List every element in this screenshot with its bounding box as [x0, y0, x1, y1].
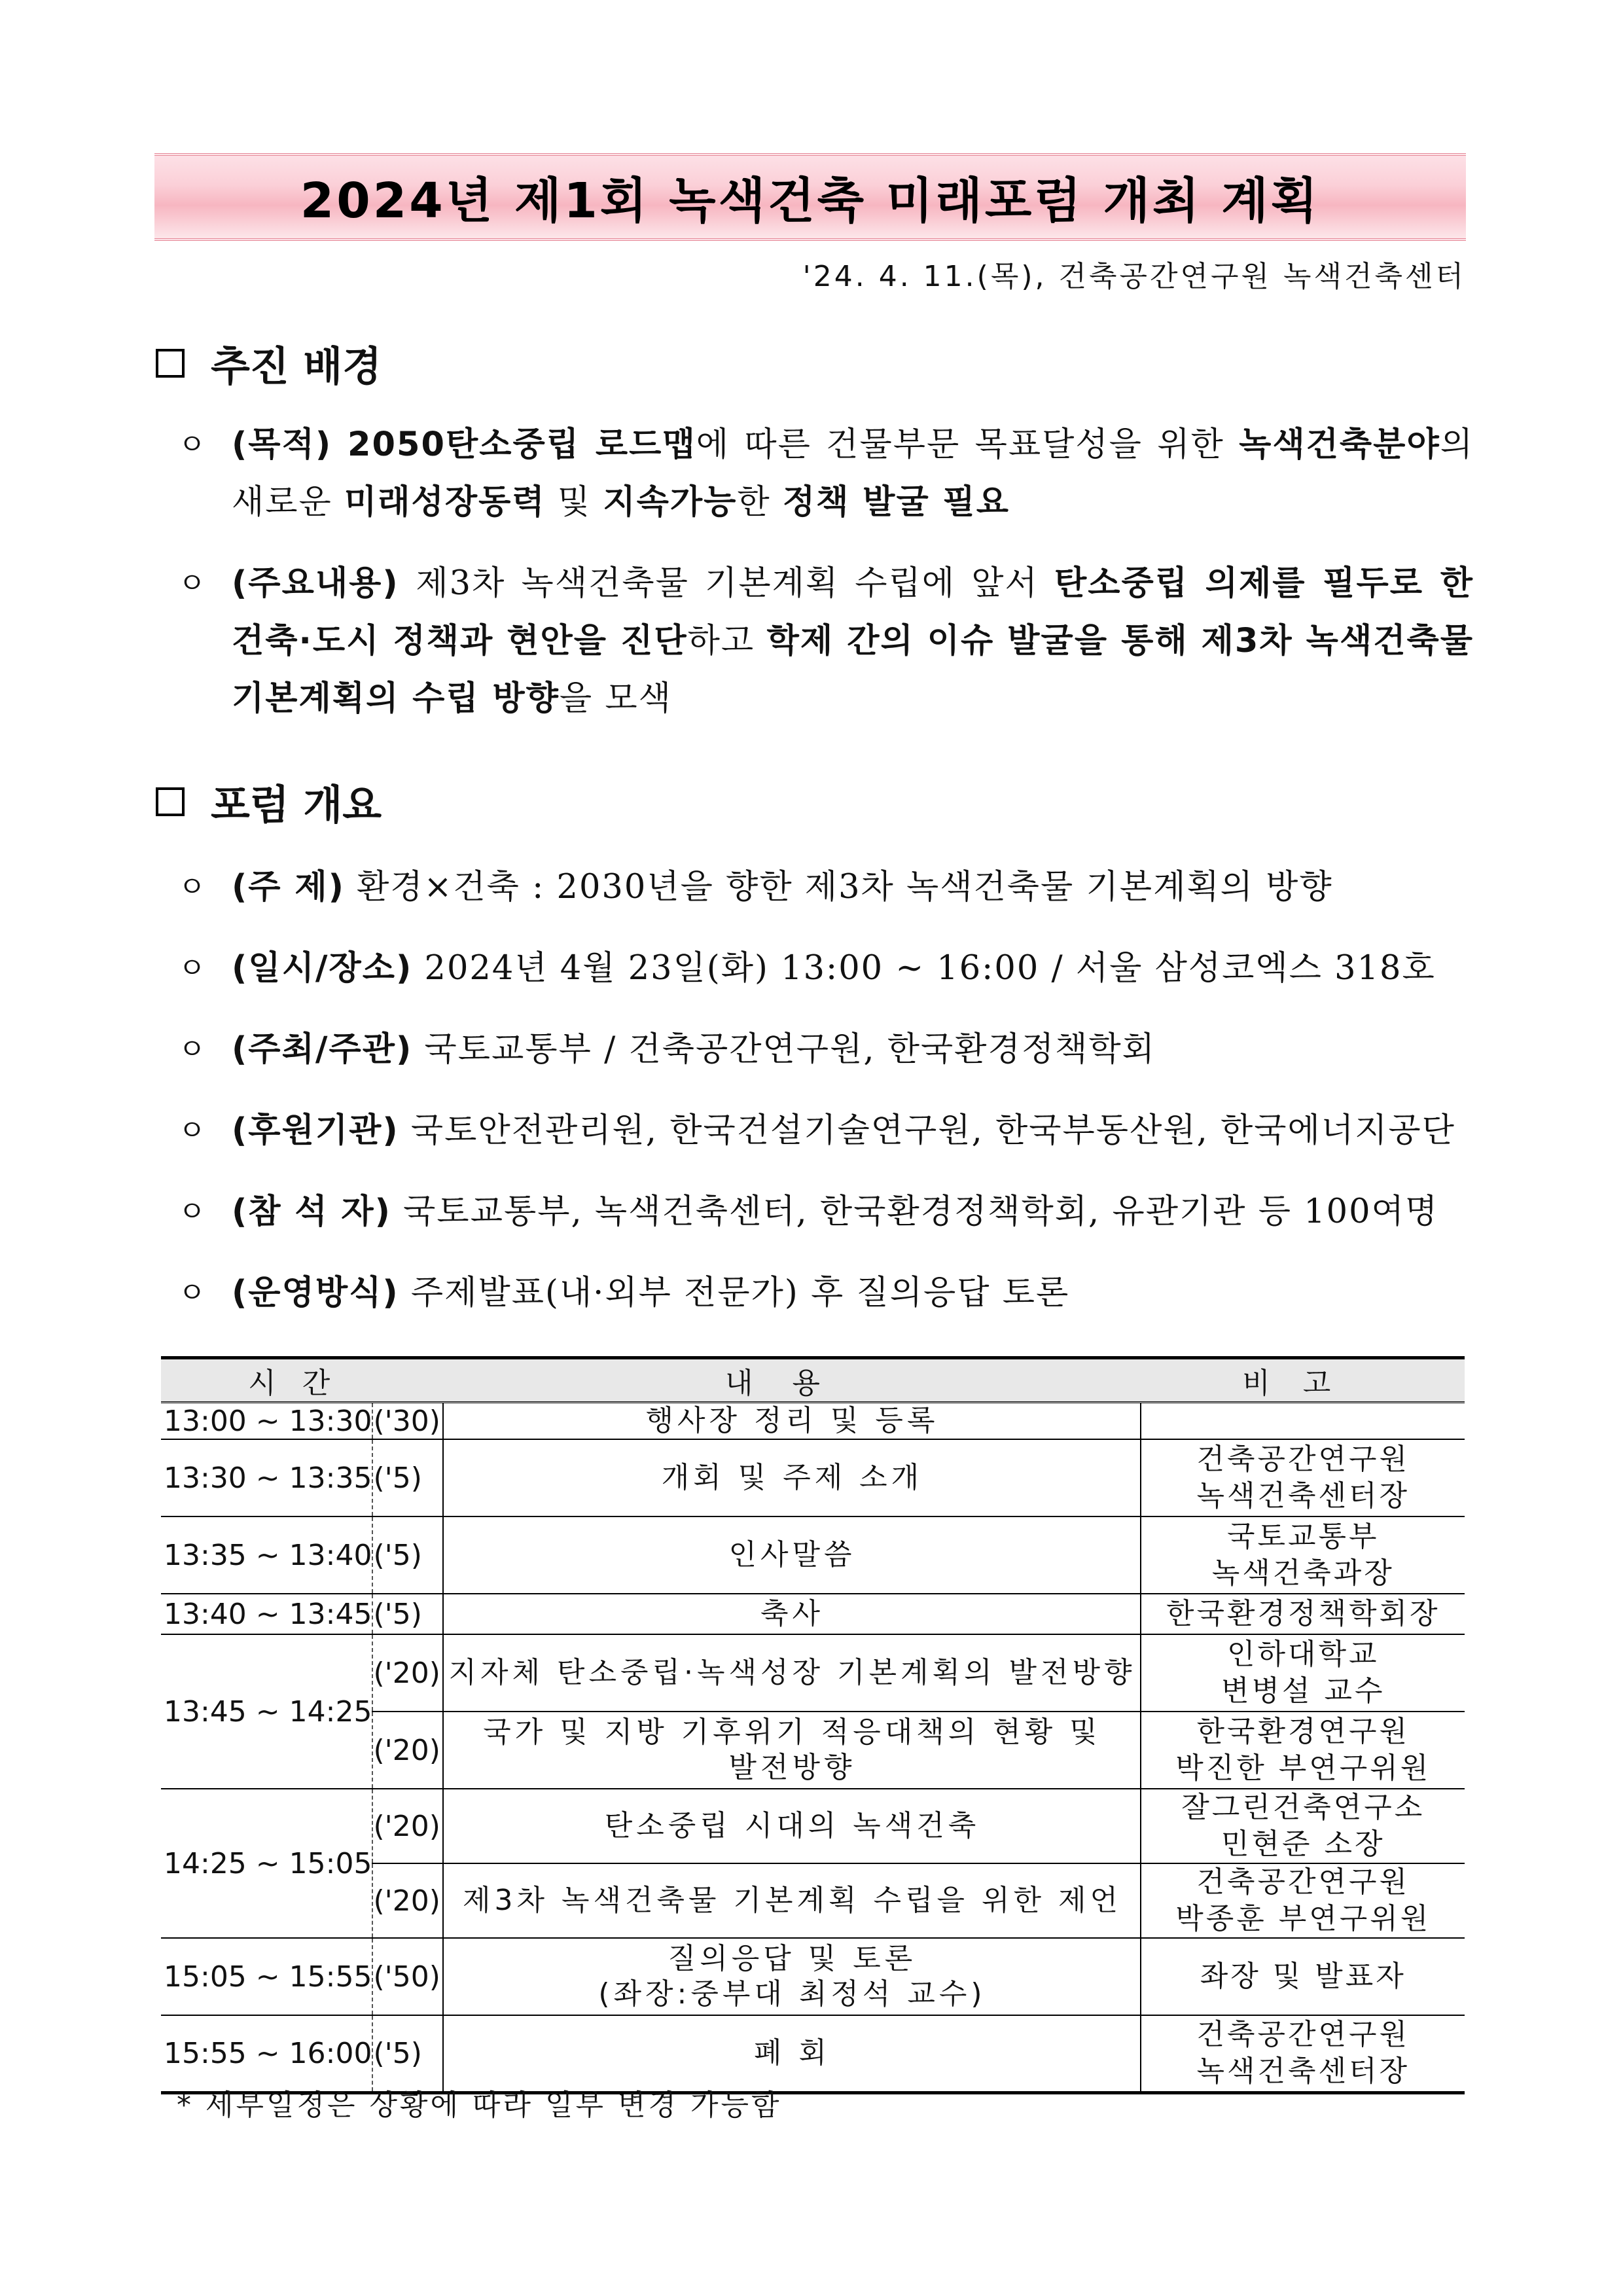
bold-text-segment: (주요내용) — [232, 564, 416, 603]
cell-note: 잘그린건축연구소 민현준 소장 — [1141, 1789, 1465, 1863]
overview-item — [178, 1102, 1474, 1160]
cell-duration: ('20) — [372, 1634, 443, 1712]
bold-text-segment: 2050탄소중립 로드맵 — [348, 425, 696, 464]
cell-content: 탄소중립 시대의 녹색건축 — [443, 1789, 1141, 1863]
bold-text-segment: 학제 간의 이슈 발굴을 통해 제3차 녹색건축물 기본계획의 수립 방향 — [232, 622, 1474, 718]
table-header-row — [161, 1358, 1465, 1403]
cell-content: 행사장 정리 및 등록 — [443, 1403, 1141, 1440]
schedule-body — [161, 1403, 1465, 2093]
overview-label: (주 제) — [232, 868, 345, 906]
section-heading-overview — [156, 772, 382, 831]
cell-content: 축사 — [443, 1594, 1141, 1634]
bullet-circle-icon: ㅇ — [178, 428, 207, 461]
cell-duration: ('30) — [372, 1403, 443, 1440]
header-time: 시간 — [161, 1358, 443, 1403]
cell-time: 13:35 ~ 13:40 — [161, 1516, 372, 1594]
checkbox-icon — [156, 787, 185, 816]
bullet-circle-icon: ㅇ — [178, 1195, 207, 1229]
overview-label: (참 석 자) — [232, 1193, 391, 1231]
bullet-circle-icon: ㅇ — [178, 870, 207, 904]
cell-time: 15:55 ~ 16:00 — [161, 2015, 372, 2092]
cell-time: 13:30 ~ 13:35 — [161, 1439, 372, 1516]
cell-duration: ('5) — [372, 1439, 443, 1516]
cell-time: 14:25 ~ 15:05 — [161, 1789, 372, 1938]
schedule-table — [161, 1356, 1465, 2094]
overview-value: 주제발표(내·외부 전문가) 후 질의응답 토론 — [410, 1274, 1070, 1312]
cell-content: 인사말씀 — [443, 1516, 1141, 1594]
bullet-text — [232, 1183, 1474, 1241]
cell-duration: ('5) — [372, 1594, 443, 1634]
section-title: 추진 배경 — [211, 342, 382, 390]
bullet-text — [232, 1021, 1474, 1079]
cell-content: 질의응답 및 토론 (좌장:중부대 최정석 교수) — [443, 1938, 1141, 2015]
cell-note — [1141, 1403, 1465, 1440]
table-row — [161, 1634, 1465, 1712]
overview-item — [178, 1021, 1474, 1079]
table-row — [161, 1516, 1465, 1594]
overview-value: 국토교통부 / 건축공간연구원, 한국환경정책학회 — [424, 1030, 1156, 1069]
cell-note: 건축공간연구원 녹색건축센터장 — [1141, 1439, 1465, 1516]
bold-text-segment: 정책 발굴 필요 — [782, 483, 1010, 522]
text-segment: 하고 — [687, 622, 767, 660]
table-row — [161, 1403, 1465, 1440]
cell-content: 폐 회 — [443, 2015, 1141, 2092]
overview-label: (운영방식) — [232, 1274, 399, 1312]
cell-time: 13:45 ~ 14:25 — [161, 1634, 372, 1789]
cell-note: 인하대학교 변병설 교수 — [1141, 1634, 1465, 1712]
text-segment: 및 — [545, 483, 603, 522]
text-segment: 을 모색 — [559, 679, 672, 718]
section-title: 포럼 개요 — [211, 781, 382, 829]
cell-note: 건축공간연구원 박종훈 부연구위원 — [1141, 1863, 1465, 1938]
checkbox-icon — [156, 349, 185, 378]
bullet-text — [232, 859, 1474, 916]
bullet-circle-icon: ㅇ — [178, 952, 207, 985]
text-segment: 에 따른 건물부문 목표달성을 위한 — [696, 425, 1240, 464]
overview-item — [178, 1183, 1474, 1241]
cell-note: 국토교통부 녹색건축과장 — [1141, 1516, 1465, 1594]
bullet-main-content — [178, 555, 1474, 728]
bold-text-segment: 녹색건축분야 — [1239, 425, 1440, 464]
bullet-circle-icon: ㅇ — [178, 1114, 207, 1147]
bullet-text — [232, 416, 1474, 531]
bold-text-segment: 탄소중립 의제를 필두로 한 건축·도시 정책과 현안을 진단 — [232, 564, 1474, 660]
text-segment: 한 — [737, 483, 783, 522]
bold-text-segment: (목적) — [232, 425, 348, 464]
bold-text-segment: 미래성장동력 — [344, 483, 546, 522]
bullet-text — [232, 555, 1474, 728]
footnote: * 세부일정은 상황에 따라 일부 변경 가능함 — [177, 2089, 782, 2122]
overview-label: (주최/주관) — [232, 1030, 413, 1069]
cell-duration: ('20) — [372, 1863, 443, 1938]
overview-item — [178, 940, 1474, 997]
bullet-text — [232, 1102, 1474, 1160]
overview-label: (일시/장소) — [232, 949, 413, 988]
cell-note: 한국환경정책학회장 — [1141, 1594, 1465, 1634]
cell-duration: ('20) — [372, 1712, 443, 1789]
table-row — [161, 1439, 1465, 1516]
cell-content: 제3차 녹색건축물 기본계획 수립을 위한 제언 — [443, 1863, 1141, 1938]
document-title: 2024년 제1회 녹색건축 미래포럼 개최 계획 — [300, 173, 1321, 229]
bullet-text — [232, 1265, 1474, 1322]
cell-time: 13:40 ~ 13:45 — [161, 1594, 372, 1634]
overview-value: 국토교통부, 녹색건축센터, 한국환경정책학회, 유관기관 등 100여명 — [403, 1193, 1439, 1231]
overview-value: 환경×건축 : 2030년을 향한 제3차 녹색건축물 기본계획의 방향 — [357, 868, 1333, 906]
date-line: '24. 4. 11.(목), 건축공간연구원 녹색건축센터 — [802, 260, 1466, 293]
cell-note: 건축공간연구원 녹색건축센터장 — [1141, 2015, 1465, 2092]
bullet-text — [232, 940, 1474, 997]
header-note: 비고 — [1141, 1358, 1465, 1403]
cell-content: 국가 및 지방 기후위기 적응대책의 현황 및 발전방향 — [443, 1712, 1141, 1789]
bullet-circle-icon: ㅇ — [178, 1276, 207, 1310]
overview-value: 국토안전관리원, 한국건설기술연구원, 한국부동산원, 한국에너지공단 — [410, 1111, 1455, 1150]
bold-text-segment: 지속가능 — [603, 483, 738, 522]
cell-content: 개회 및 주제 소개 — [443, 1439, 1141, 1516]
table-row — [161, 1594, 1465, 1634]
cell-duration: ('5) — [372, 2015, 443, 2092]
cell-duration: ('50) — [372, 1938, 443, 2015]
cell-duration: ('5) — [372, 1516, 443, 1594]
overview-item — [178, 859, 1474, 916]
text-segment: 제3차 녹색건축물 기본계획 수립에 앞서 — [416, 564, 1054, 603]
overview-item — [178, 1265, 1474, 1322]
cell-note: 한국환경연구원 박진한 부연구위원 — [1141, 1712, 1465, 1789]
bullet-circle-icon: ㅇ — [178, 567, 207, 600]
bullet-purpose — [178, 416, 1474, 531]
overview-value: 2024년 4월 23일(화) 13:00 ~ 16:00 / 서울 삼성코엑스 318호 — [424, 949, 1436, 988]
text-segment: 의 새로운 — [232, 425, 1474, 522]
header-content: 내용 — [443, 1358, 1141, 1403]
cell-content: 지자체 탄소중립·녹색성장 기본계획의 발전방향 — [443, 1634, 1141, 1712]
table-row — [161, 1789, 1465, 1863]
section-heading-background — [156, 334, 382, 392]
bullet-circle-icon: ㅇ — [178, 1033, 207, 1066]
cell-duration: ('20) — [372, 1789, 443, 1863]
cell-time: 15:05 ~ 15:55 — [161, 1938, 372, 2015]
table-row — [161, 1938, 1465, 2015]
cell-note: 좌장 및 발표자 — [1141, 1938, 1465, 2015]
overview-label: (후원기관) — [232, 1111, 399, 1150]
title-banner — [154, 153, 1466, 241]
cell-time: 13:00 ~ 13:30 — [161, 1403, 372, 1440]
